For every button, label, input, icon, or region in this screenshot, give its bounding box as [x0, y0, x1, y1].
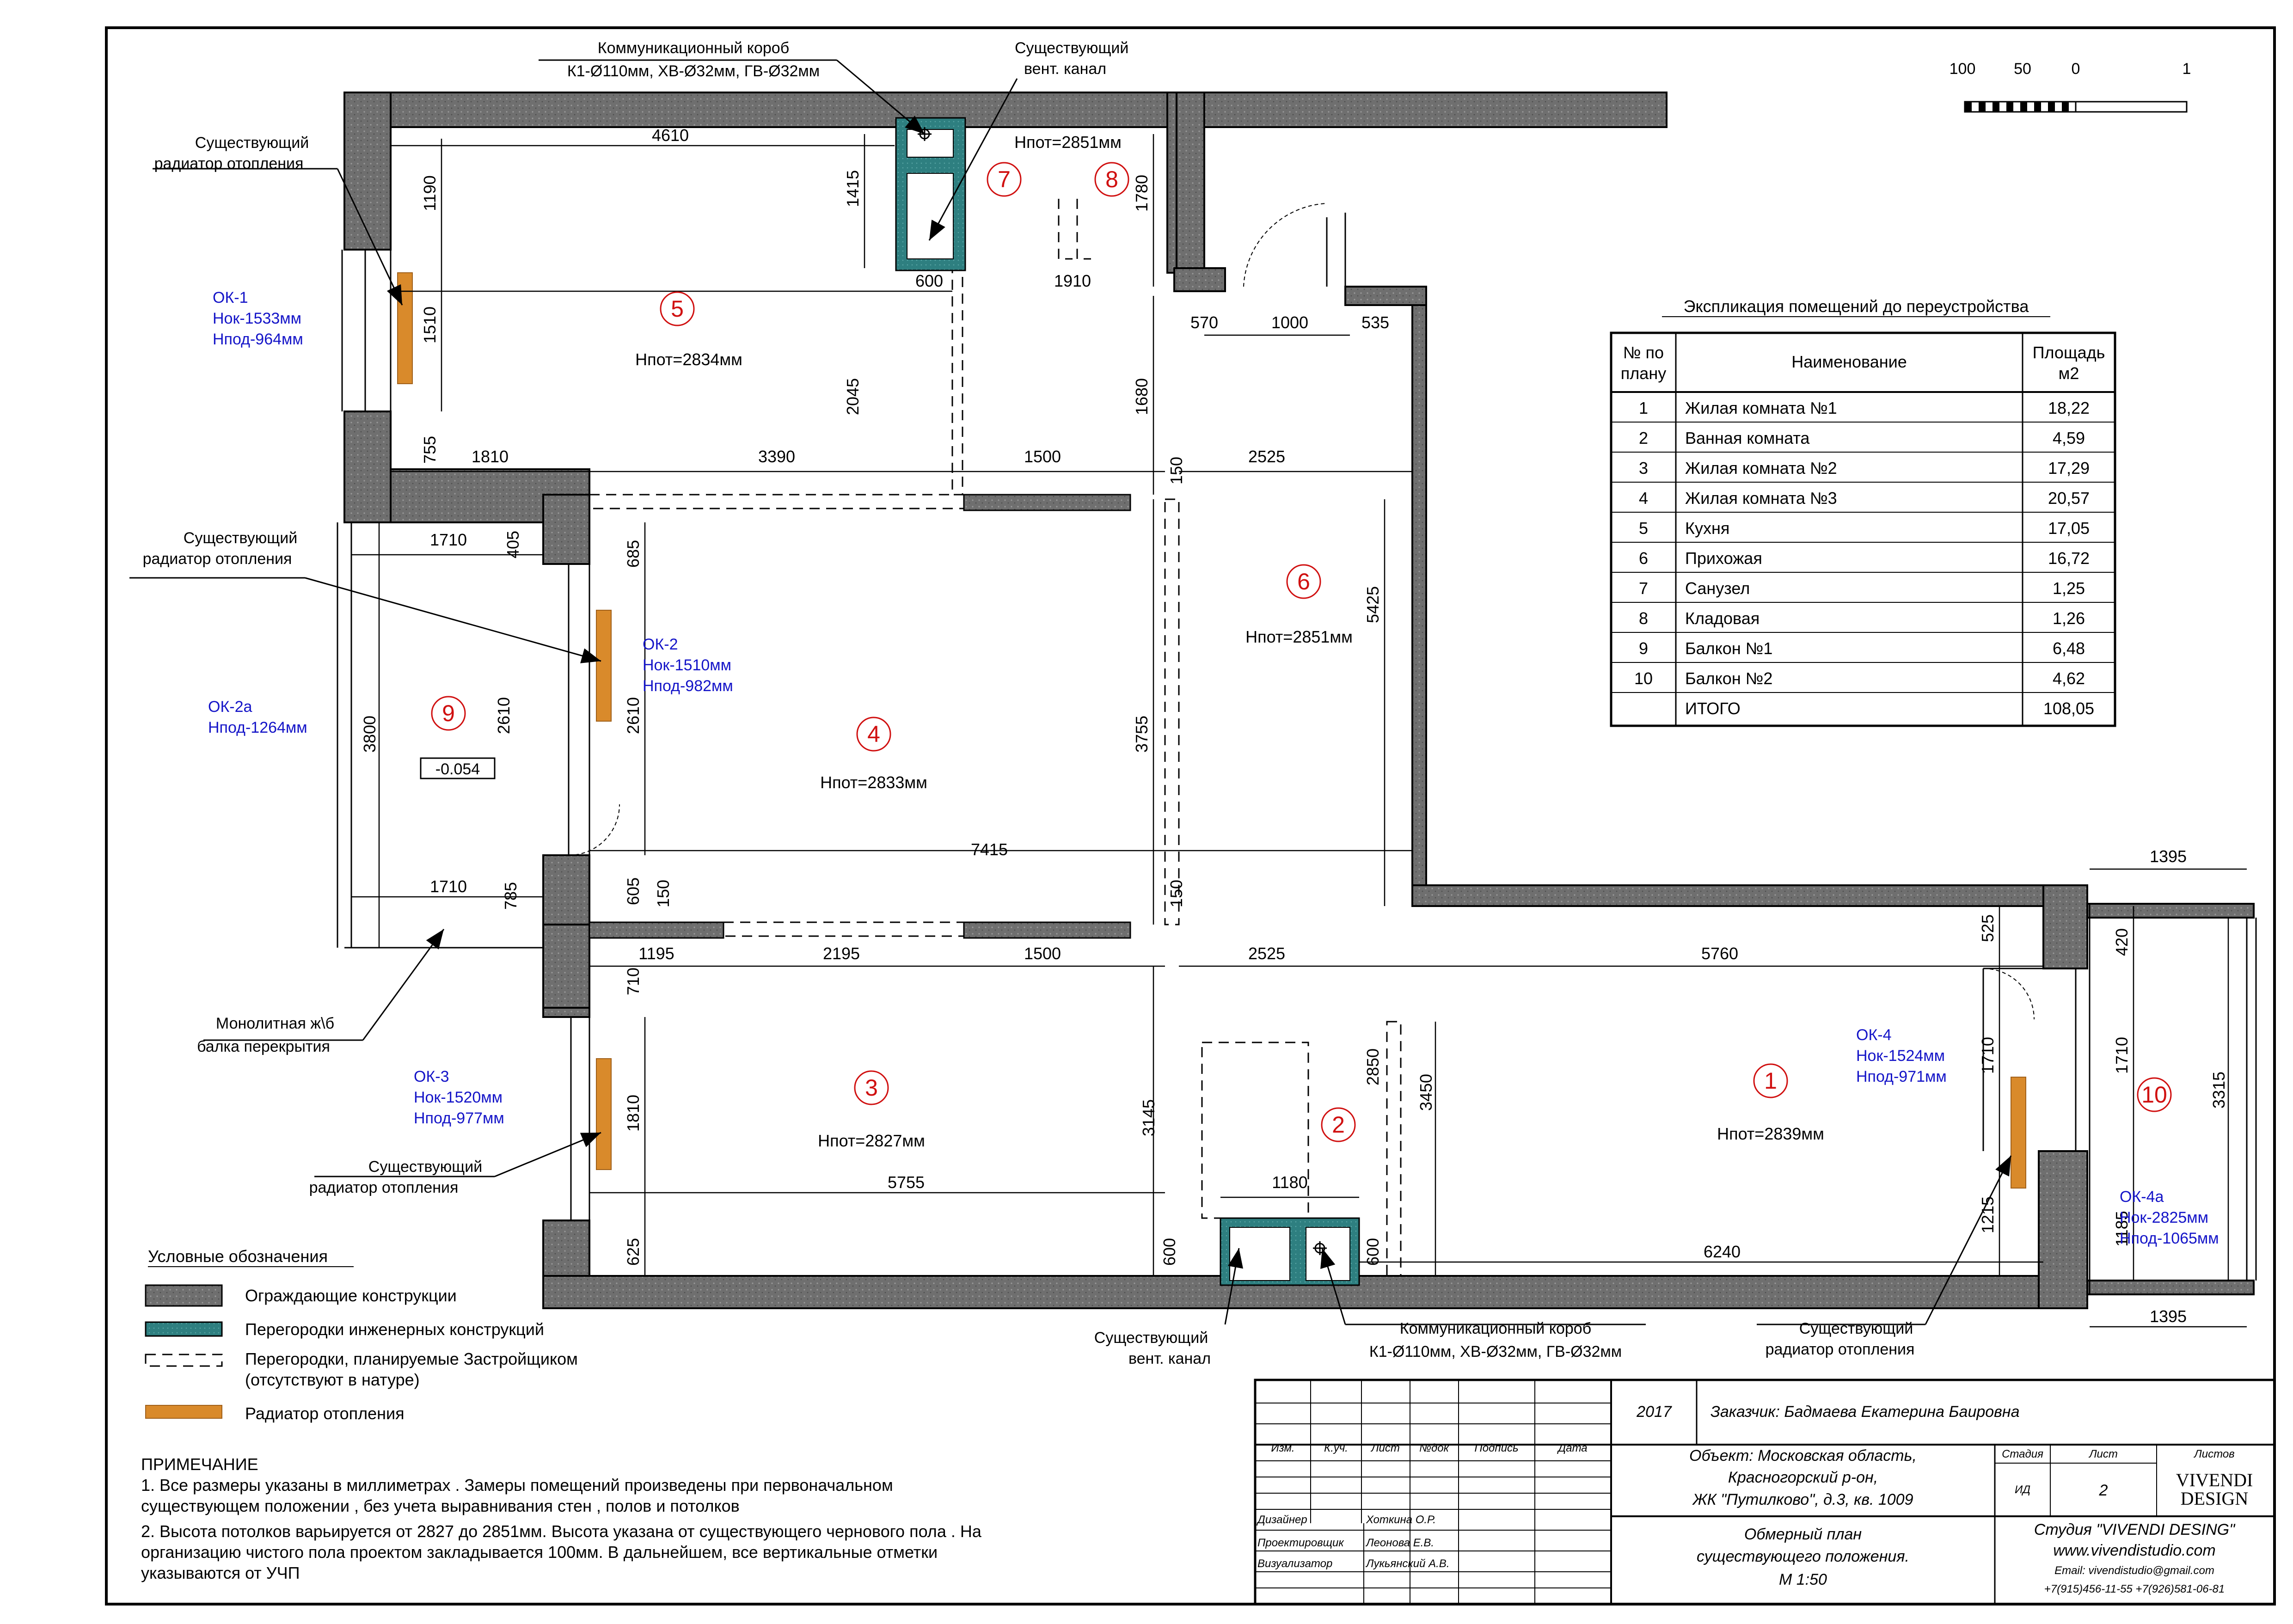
room-number: 6: [1297, 569, 1310, 594]
radiator-4-sub: радиатор отопления: [1765, 1341, 1915, 1358]
radiator-1-title: Существующий: [195, 134, 309, 152]
explication-cell-name: Прихожая: [1685, 549, 1762, 568]
dimension-label: 1180: [1272, 1173, 1308, 1192]
dimension-label: 525: [1978, 914, 1997, 943]
title-col-sign: Подпись: [1474, 1442, 1519, 1454]
title-stage-head: Стадия: [2002, 1448, 2043, 1460]
comm-box-bottom-spec: К1-Ø110мм, ХВ-Ø32мм, ГВ-Ø32мм: [1369, 1343, 1622, 1360]
title-col-date: Дата: [1558, 1442, 1588, 1454]
dimension-label: 1415: [843, 170, 862, 208]
dimension-label: 5760: [1701, 944, 1739, 963]
studio-email: Email: vivendistudio@gmail.com: [2054, 1564, 2214, 1577]
dimension-label: 600: [1160, 1238, 1179, 1266]
dimension-label: 755: [420, 435, 439, 464]
notes-line-3: 2. Высота потолков варьируется от 2827 до 2851мм. Высота указана от существующего чернового пола . На: [141, 1522, 981, 1541]
radiator-2-title: Существующий: [183, 529, 298, 547]
scale-cell: [1993, 102, 1999, 112]
dimension-label: 5755: [887, 1173, 925, 1192]
radiator-2-sub: радиатор отопления: [142, 550, 292, 568]
window-ok4a-name: ОК-4а: [2120, 1188, 2164, 1206]
dimension-label: 625: [624, 1238, 643, 1266]
studio-phones: +7(915)456-11-55 +7(926)581-06-81: [2044, 1583, 2225, 1595]
dimension-label: 1680: [1132, 378, 1151, 416]
partitions: [589, 495, 1130, 938]
dimension-label: 3800: [360, 715, 379, 753]
explication-cell-area: 17,05: [2048, 519, 2090, 538]
room-ceiling-height: Нпот=2851мм: [1014, 133, 1122, 152]
explication-cell-area: 16,72: [2048, 549, 2090, 568]
beam-sub: балка перекрытия: [197, 1038, 330, 1055]
dimension-label: 2610: [494, 697, 513, 735]
notes-line-5: указываются от УЧП: [141, 1563, 300, 1582]
dimension-label: 4610: [651, 126, 689, 145]
explication-cell-num: 2: [1638, 429, 1649, 447]
title-object-2: Красногорский р-он,: [1728, 1469, 1878, 1486]
title-col-kuch: К.уч.: [1324, 1442, 1348, 1454]
dimension-label: 1710: [429, 530, 467, 549]
explication-head-area-1: Площадь: [2032, 343, 2105, 362]
dimension-label: 150: [1167, 456, 1186, 485]
room-ceiling-height: Нпот=2851мм: [1245, 627, 1353, 646]
dimension-label: 600: [915, 271, 944, 290]
dimension-label: 3390: [758, 447, 796, 466]
explication-cell-area: 18,22: [2048, 398, 2090, 417]
dimension-label: 600: [1363, 1238, 1382, 1266]
dimension-label: 535: [1361, 313, 1390, 332]
logo-line-2: DESIGN: [2180, 1488, 2249, 1509]
dimension-label: 605: [624, 877, 643, 906]
comm-box-top-title: Коммуникационный короб: [597, 39, 790, 57]
scale-cell: [2048, 102, 2055, 112]
dimension-label: 710: [624, 967, 643, 996]
name-designer: Хоткина О.Р.: [1366, 1514, 1436, 1526]
window-ok1-name: ОК-1: [213, 289, 248, 306]
explication-cell-name: Балкон №2: [1685, 669, 1773, 688]
dimension-label: 785: [501, 882, 520, 910]
legend: [146, 1247, 578, 1423]
dimension-label: 1195: [638, 944, 674, 963]
room-number: 5: [671, 296, 684, 322]
name-visualizer: Лукьянский А.В.: [1366, 1557, 1450, 1570]
explication-title: Экспликация помещений до переустройства: [1683, 297, 2029, 316]
radiator-3-sub: радиатор отопления: [309, 1179, 459, 1196]
explication-cell-num: 9: [1638, 639, 1649, 658]
drawing-title-2: существующего положения.: [1697, 1548, 1909, 1565]
window-ok4a-nok: Нок-2825мм: [2120, 1209, 2209, 1226]
dimension-label: 2525: [1248, 447, 1286, 466]
room-number: 7: [998, 166, 1011, 192]
explication-head-area-2: м2: [2058, 364, 2079, 383]
explication-cell-num: 5: [1638, 519, 1649, 538]
dimension-label: 1395: [2149, 1307, 2187, 1326]
explication-table: [1611, 297, 2115, 726]
explication-cell-num: 7: [1638, 579, 1649, 598]
studio-site: www.vivendistudio.com: [2053, 1542, 2216, 1559]
role-engineer: Проектировщик: [1257, 1537, 1344, 1549]
notes-title: ПРИМЕЧАНИЕ: [141, 1455, 258, 1474]
dimension-label: 150: [1167, 879, 1186, 908]
legend-swatch-radiator: [146, 1405, 222, 1418]
legend-swatch-walls: [146, 1285, 222, 1306]
notes: [141, 1455, 982, 1582]
room-number: 8: [1105, 166, 1118, 192]
dimension-label: 420: [2112, 928, 2131, 956]
window-ok2-npod: Нпод-982мм: [643, 677, 733, 695]
explication-cell-area: 6,48: [2052, 639, 2085, 658]
vent-top-title: Существующий: [1015, 39, 1129, 57]
window-ok2-nok: Нок-1510мм: [643, 656, 732, 674]
room-number: 10: [2141, 1082, 2167, 1108]
notes-line-2: существующем положении , без учета выравнивания стен , полов и потолков: [141, 1496, 740, 1515]
window-ok3-npod: Нпод-977мм: [414, 1109, 504, 1127]
explication-cell-num: 8: [1638, 609, 1649, 628]
dimension-label: 6240: [1703, 1242, 1741, 1261]
dimension-label: 2525: [1248, 944, 1286, 963]
scale-label-100: 100: [1949, 60, 1976, 78]
legend-radiator: Радиатор отопления: [245, 1404, 405, 1423]
explication-cell-name: Жилая комната №2: [1685, 459, 1837, 478]
dimension-label: 2045: [843, 378, 862, 416]
window-ok1-npod: Нпод-964мм: [213, 331, 303, 348]
title-sheet-head: Лист: [2089, 1448, 2118, 1460]
dimension-label: 3315: [2209, 1071, 2228, 1109]
dimension-label: 1215: [1978, 1196, 1997, 1234]
dimension-label: 2195: [822, 944, 860, 963]
legend-title: Условные обозначения: [148, 1247, 328, 1266]
dimension-label: 3145: [1139, 1099, 1158, 1137]
scale-label-0: 0: [2071, 60, 2080, 78]
role-designer: Дизайнер: [1257, 1514, 1307, 1526]
room-ceiling-height: Нпот=2827мм: [818, 1131, 925, 1150]
explication-cell-num: 10: [1634, 669, 1653, 688]
explication-cell-num: 6: [1638, 549, 1649, 568]
dimension-label: 1780: [1132, 174, 1151, 212]
title-year: 2017: [1637, 1403, 1672, 1421]
title-stage: ИД: [2014, 1483, 2031, 1496]
dimension-label: 1500: [1024, 447, 1061, 466]
window-ok4-name: ОК-4: [1856, 1026, 1892, 1044]
scale-cell: [2034, 102, 2041, 112]
title-col-ndoc: №док: [1419, 1442, 1449, 1454]
window-ok4a-npod: Нпод-1065мм: [2120, 1230, 2219, 1247]
legend-walls: Ограждающие конструкции: [245, 1286, 457, 1305]
explication-cell-name: Жилая комната №3: [1685, 489, 1837, 508]
room-ceiling-height: Нпот=2839мм: [1717, 1124, 1824, 1143]
title-block-texts: [1256, 1403, 2253, 1595]
dimension-label: 1710: [2112, 1036, 2131, 1074]
window-ok1-nok: Нок-1533мм: [213, 310, 302, 327]
dimension-label: 1910: [1054, 271, 1091, 290]
title-col-izm: Изм.: [1271, 1442, 1295, 1454]
title-object-1: Объект: Московская область,: [1689, 1447, 1917, 1465]
radiator-1-sub: радиатор отопления: [154, 155, 304, 172]
legend-planned: Перегородки, планируемые Застройщиком: [245, 1349, 578, 1368]
level-mark: -0.054: [435, 760, 480, 778]
window-ok2-name: ОК-2: [643, 636, 678, 653]
title-sheets-head: Листов: [2194, 1448, 2235, 1460]
explication-rows: [1611, 398, 2115, 718]
dimension-label: 3450: [1416, 1073, 1435, 1111]
scale-cell: [2020, 102, 2027, 112]
dimension-label: 570: [1190, 313, 1219, 332]
comm-box-bottom-title: Коммуникационный короб: [1399, 1320, 1592, 1337]
comm-box-top-spec: К1-Ø110мм, ХВ-Ø32мм, ГВ-Ø32мм: [567, 62, 820, 80]
legend-swatch-planned: [146, 1354, 222, 1366]
beam-title: Монолитная ж\б: [215, 1015, 335, 1032]
dimension-label: 150: [654, 879, 673, 908]
title-sheet: 2: [2099, 1482, 2108, 1499]
scale-cell: [1965, 102, 1972, 112]
scale-label-1: 1: [2182, 60, 2191, 78]
explication-total-label: ИТОГО: [1685, 699, 1741, 718]
drawing-scale: М 1:50: [1779, 1571, 1827, 1588]
window-labels: [208, 289, 2219, 1247]
callout-texts: [143, 39, 1915, 1367]
window-ok2a-npod: Нпод-1264мм: [208, 719, 307, 736]
scale-cell: [2062, 102, 2069, 112]
room-number: 3: [865, 1075, 878, 1101]
title-customer: Заказчик: Бадмаева Екатерина Баировна: [1711, 1403, 2020, 1421]
explication-cell-area: 1,25: [2052, 579, 2085, 598]
vent-top-sub: вент. канал: [1024, 60, 1107, 78]
room-number: 2: [1332, 1112, 1345, 1138]
dimension-label: 2610: [624, 697, 643, 735]
explication-cell-area: 20,57: [2048, 489, 2090, 508]
explication-cell-area: 4,62: [2052, 669, 2085, 688]
legend-engineering: Перегородки инженерных конструкций: [245, 1320, 544, 1339]
explication-head-name: Наименование: [1791, 352, 1907, 371]
title-object-3: ЖК "Путилково", д.3, кв. 1009: [1692, 1491, 1913, 1508]
room-ceiling-height: Нпот=2833мм: [820, 773, 927, 792]
dimension-label: 1710: [429, 877, 467, 896]
explication-cell-name: Кухня: [1685, 519, 1730, 538]
explication-cell-name: Жилая комната №1: [1685, 398, 1837, 417]
explication-cell-area: 1,26: [2052, 609, 2085, 628]
dimension-label: 1185: [2112, 1211, 2131, 1247]
engineering-partitions: [896, 118, 1359, 1285]
title-col-list: Лист: [1371, 1442, 1400, 1454]
explication-cell-num: 4: [1638, 489, 1649, 508]
legend-swatch-engineering: [146, 1322, 222, 1336]
explication-total-value: 108,05: [2043, 699, 2095, 718]
dimension-label: 1510: [420, 306, 439, 344]
pipe-icons: [918, 127, 1327, 1255]
radiator-3-title: Существующий: [368, 1158, 483, 1176]
role-visualizer: Визуализатор: [1257, 1557, 1333, 1570]
vent-bottom-title: Существующий: [1094, 1329, 1208, 1347]
window-ok3-nok: Нок-1520мм: [414, 1089, 503, 1106]
explication-cell-name: Кладовая: [1685, 609, 1760, 628]
room-number: 1: [1764, 1068, 1777, 1094]
scale-label-50: 50: [2014, 60, 2031, 78]
notes-line-4: организацию чистого пола проектом закладывается 100мм. В дальнейшем, все вертикальные отметки: [141, 1543, 938, 1562]
explication-head-num-2: плану: [1620, 364, 1667, 383]
dimension-label: 1000: [1271, 313, 1309, 332]
explication-cell-name: Ванная комната: [1685, 429, 1810, 447]
dimension-label: 1810: [471, 447, 509, 466]
dimension-label: 1710: [1978, 1036, 1997, 1074]
window-ok4-npod: Нпод-971мм: [1856, 1068, 1947, 1085]
dimension-label: 1190: [420, 175, 439, 211]
window-ok4-nok: Нок-1524мм: [1856, 1047, 1945, 1065]
studio-name: Студия "VIVENDI DESING": [2034, 1521, 2235, 1538]
legend-planned-sub: (отсутствуют в натуре): [245, 1370, 420, 1389]
window-ok3-name: ОК-3: [414, 1068, 449, 1085]
dimension-label: 685: [624, 539, 643, 568]
logo-line-1: VIVENDI: [2176, 1470, 2253, 1490]
room-number: 9: [442, 700, 455, 726]
dimension-label: 1500: [1024, 944, 1061, 963]
scale-bar: [1950, 60, 2191, 112]
dimension-label: 3755: [1132, 715, 1151, 753]
explication-cell-num: 3: [1638, 459, 1649, 478]
scale-cell: [2006, 102, 2013, 112]
dimension-label: 2850: [1363, 1048, 1382, 1086]
explication-cell-name: Балкон №1: [1685, 639, 1773, 658]
explication-cell-area: 4,59: [2052, 429, 2085, 447]
dimension-label: 1395: [2149, 847, 2187, 866]
dimension-label: 1810: [624, 1094, 643, 1132]
vent-bottom-sub: вент. канал: [1128, 1350, 1211, 1367]
room-number: 4: [867, 721, 880, 747]
explication-head-num-1: № по: [1623, 343, 1664, 362]
radiator-4-title: Существующий: [1799, 1320, 1913, 1337]
scale-cell: [1979, 102, 1986, 112]
explication-cell-name: Санузел: [1685, 579, 1750, 598]
dimension-label: 7415: [970, 840, 1008, 859]
drawing-title-1: Обмерный план: [1744, 1526, 1862, 1543]
explication-cell-num: 1: [1638, 398, 1649, 417]
explication-cell-area: 17,29: [2048, 459, 2090, 478]
dimension-label: 405: [503, 530, 522, 559]
dimension-label: 5425: [1363, 586, 1382, 624]
notes-line-1: 1. Все размеры указаны в миллиметрах . Замеры помещений произведены при первоначальном: [141, 1476, 893, 1495]
name-engineer: Леонова Е.В.: [1366, 1537, 1435, 1549]
window-ok2a-name: ОК-2а: [208, 698, 252, 716]
room-ceiling-height: Нпот=2834мм: [635, 350, 742, 369]
